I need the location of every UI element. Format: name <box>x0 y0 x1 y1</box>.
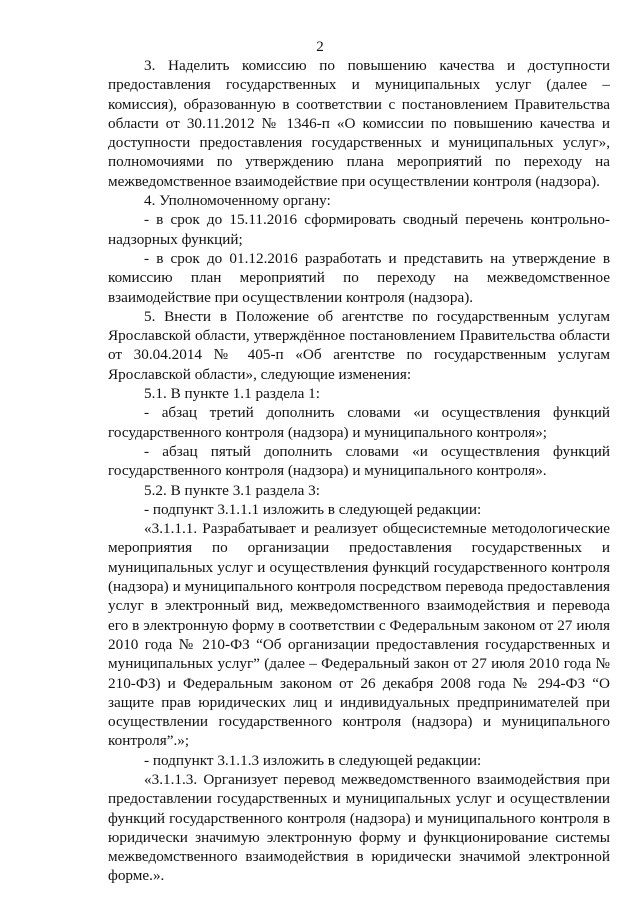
paragraph-deadline-list-functions: - в срок до 15.11.2016 сформировать сводный перечень контрольно-надзорных функций; <box>108 211 610 248</box>
paragraph-subitem-3-1-1-1-intro: - подпункт 3.1.1.1 изложить в следующей редакции: <box>144 500 482 518</box>
paragraph-subitem-3-1-1-3-intro: - подпункт 3.1.1.3 изложить в следующей редакции: <box>144 751 482 769</box>
paragraph-item-4-authorized-body: 4. Уполномоченному органу: <box>144 192 331 210</box>
document-body <box>108 56 610 886</box>
paragraph-quote-3-1-1-3: «3.1.1.3. Организует перевод межведомственного взаимодействия при предоставлении государственных и муниципальных услуг и осуществлении функций государственного контроля (надзора) и муниципального контроля в юридически значимую электронную форму и функционирование системы межведомственного взаимодействия в юридически значимой электронной форме.». <box>108 770 610 885</box>
paragraph-subitem-fifth-clause: - абзац пятый дополнить словами «и осуществления функций государственного контроля (надзора) и муниципального контроля». <box>108 442 610 480</box>
paragraph-quote-3-1-1-1: «3.1.1.1. Разрабатывает и реализует общесистемные методологические мероприятия по организации предоставления государственных и муниципальных услуг и осуществления функций государственного контроля (надзора) и муниципального контроля посредством перевода предоставления услуг в электронный вид, межведомственного взаимодействия и перевода его в электронную форму в соответствии с Федеральным законом от 27 июля 2010 года № 210-ФЗ “Об организации предоставления государственных и муниципальных услуг” (далее – Федеральный закон от 27 июля 2010 года № 210-ФЗ) и Федеральным законом от 26 декабря 2008 года № 294-ФЗ “О защите прав юридических лиц и индивидуальных предпринимателей при осуществлении государственного контроля (надзора) и муниципального контроля”.»; <box>108 520 610 750</box>
paragraph-deadline-plan: - в срок до 01.12.2016 разработать и представить на утверждение в комиссию план мероприятий по переходу на межведомственное взаимодействие при осуществлении контроля (надзора). <box>108 249 610 306</box>
paragraph-item-5-1: 5.1. В пункте 1.1 раздела 1: <box>144 385 320 403</box>
paragraph-subitem-third-clause: - абзац третий дополнить словами «и осуществления функций государственного контроля (надзора) и муниципального контроля»; <box>108 404 610 441</box>
paragraph-item-5-2: 5.2. В пункте 3.1 раздела 3: <box>144 481 320 499</box>
page-number: 2 <box>316 39 324 55</box>
paragraph-item-5-amendments: 5. Внести в Положение об агентстве по государственным услугам Ярославской области, утверждённое постановлением Правительства области от 30.04.2014 № 405-п «Об агентстве по государственным услугам Ярославской области», следующие изменения: <box>108 307 610 383</box>
paragraph-item-3-commission-powers: 3. Наделить комиссию по повышению качества и доступности предоставления государственных и муниципальных услуг (далее – комиссия), образованную в соответствии с постановлением Правительства области от 30.11.2012 № 1346-п «О комиссии по повышению качества и доступности предоставления государственных и муниципальных услуг», полномочиями по утверждению плана мероприятий по переходу на межведомственное взаимодействие при осуществлении контроля (надзора). <box>108 57 610 190</box>
